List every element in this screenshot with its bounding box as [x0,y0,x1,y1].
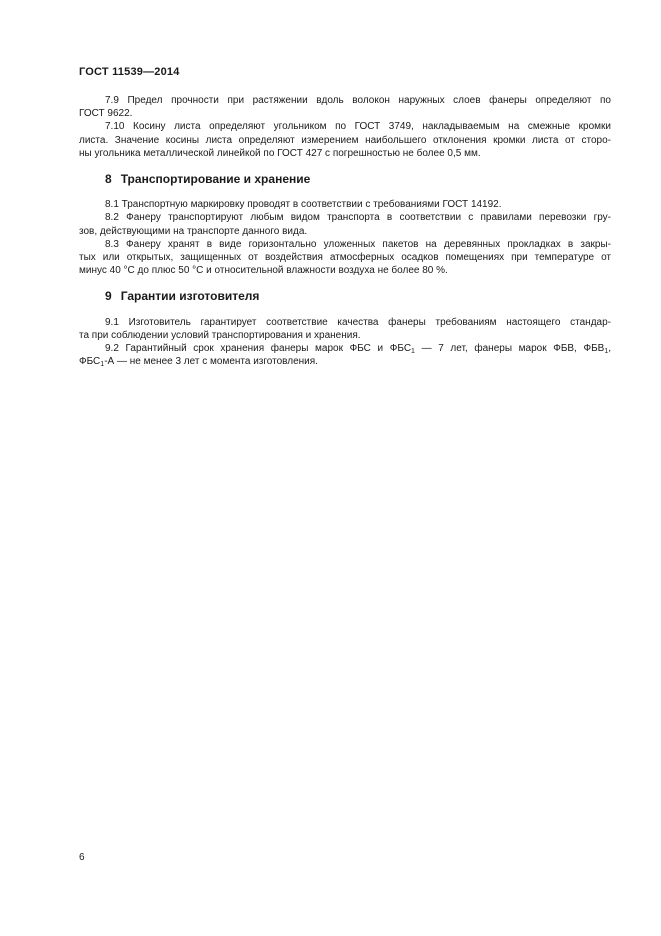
paragraph-7-9 [79,94,611,120]
paragraph-9-1 [79,316,611,342]
text-line: 9.1 Изготовитель гарантирует соответствие качества фанеры требованиям настоящего стандар- [105,316,611,328]
text-line: 8.3 Фанеру хранят в виде горизонтально уложенных пакетов на деревянных прокладках в закры- [105,238,611,250]
paragraph-7-10 [79,120,611,160]
paragraph-9-2 [79,342,611,368]
document-body [79,94,611,368]
section-title: Транспортирование и хранение [120,172,311,187]
text-line: листа. Значение косины листа определяют измерением наибольшего отклонения кромки листа от сторо- [79,134,611,146]
text-line: ГОСТ 9622. [79,108,133,120]
subscript: 1 [411,348,415,356]
subscript: 1 [604,348,609,356]
subscript: 1 [100,361,105,369]
section-title: Гарантии изготовителя [120,289,260,304]
text-line [79,355,611,368]
paragraph-8-1 [79,198,611,211]
text-line: зов, действующими на транспорте данного вида. [79,225,308,237]
text-line: 7.10 Косину листа определяют угольником по ГОСТ 3749, накладываемым на смежные кромки [105,121,611,133]
text-line: 7.9 Предел прочности при растяжении вдоль волокон наружных слоев фанеры определяют по [105,95,611,106]
section-number: 9 [105,289,112,304]
text-line: 8.2 Фанеру транспортируют любым видом транспорта в соответствии с правилами перевозки гру- [105,212,611,224]
text-fragment: ФБС [79,356,101,368]
text-fragment: , [608,343,611,355]
section-8-heading [79,173,611,186]
section-number: 8 [105,172,112,187]
text-line: тых или открытых, защищенных от воздействия атмосферных осадков помещениях при температуре от [79,252,611,264]
page-number: 6 [79,852,85,863]
text-line: ны угольника металлической линейкой по ГОСТ 427 с погрешностью не более 0,5 мм. [79,147,481,159]
text-line [79,342,611,355]
text-fragment: — 7 лет, фанеры марок ФБВ, ФБВ [414,343,605,355]
text-line: 8.1 Транспортную маркировку проводят в соответствии с требованиями ГОСТ 14192. [105,199,502,211]
text-fragment: 9.2 Гарантийный срок хранения фанеры марок ФБС и ФБС [105,343,412,355]
text-line: та при соблюдении условий транспортирования и хранения. [79,329,361,341]
text-line: минус 40 °С до плюс 50 °С и относительной влажности воздуха не более 80 %. [79,265,448,277]
paragraph-8-3 [79,238,611,278]
document-header: ГОСТ 11539—2014 [79,66,180,78]
text-fragment: -А — не менее 3 лет с момента изготовления. [104,356,318,368]
section-9-heading [79,290,611,303]
paragraph-8-2 [79,211,611,237]
